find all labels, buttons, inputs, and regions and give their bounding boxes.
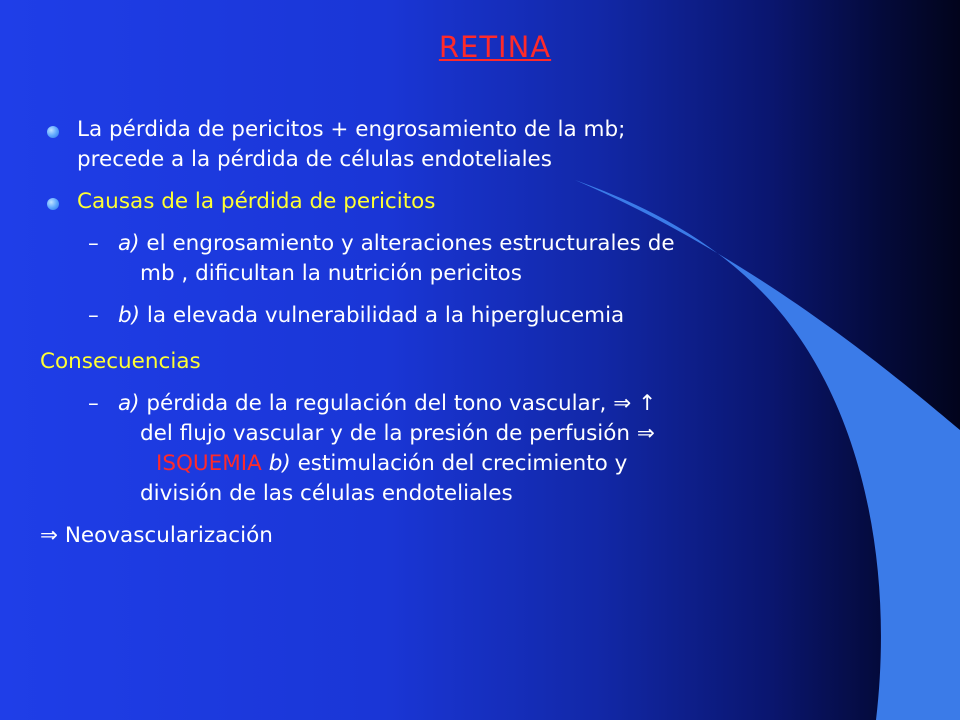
bullet-text: Causas de la pérdida de pericitos [77, 189, 436, 214]
bullet-text: precede a la pérdida de células endoteliales [77, 147, 552, 172]
sub-text: a) pérdida de la regulación del tono vascular, ⇒ ↑ [118, 391, 657, 416]
dash: – [88, 231, 99, 256]
dash: – [88, 303, 99, 328]
bullet-text: La pérdida de pericitos + engrosamiento de la mb; [77, 117, 626, 142]
sub-text: ISQUEMIA b) estimulación del crecimiento y [156, 451, 628, 476]
sub-text: división de las células endoteliales [140, 481, 513, 506]
sub-item [40, 389, 920, 509]
bullet-item [40, 115, 920, 175]
sub-text: a) el engrosamiento y alteraciones estructurales de [118, 231, 675, 256]
section-heading: Consecuencias [40, 349, 201, 374]
sub-item [40, 229, 920, 289]
conclusion-text: ⇒ Neovascularización [40, 523, 273, 548]
sub-text: del flujo vascular y de la presión de perfusión ⇒ [140, 421, 655, 446]
isquemia-text: ISQUEMIA [156, 451, 262, 476]
sub-item [40, 301, 920, 331]
sub-text: b) la elevada vulnerabilidad a la hiperglucemia [118, 303, 625, 328]
bullet-icon [47, 198, 59, 210]
bullet-icon [47, 126, 59, 138]
slide-content [40, 115, 920, 551]
bullet-item [40, 187, 920, 217]
sub-text: mb , dificultan la nutrición pericitos [140, 261, 522, 286]
dash: – [88, 391, 99, 416]
slide-title: RETINA [438, 30, 552, 64]
